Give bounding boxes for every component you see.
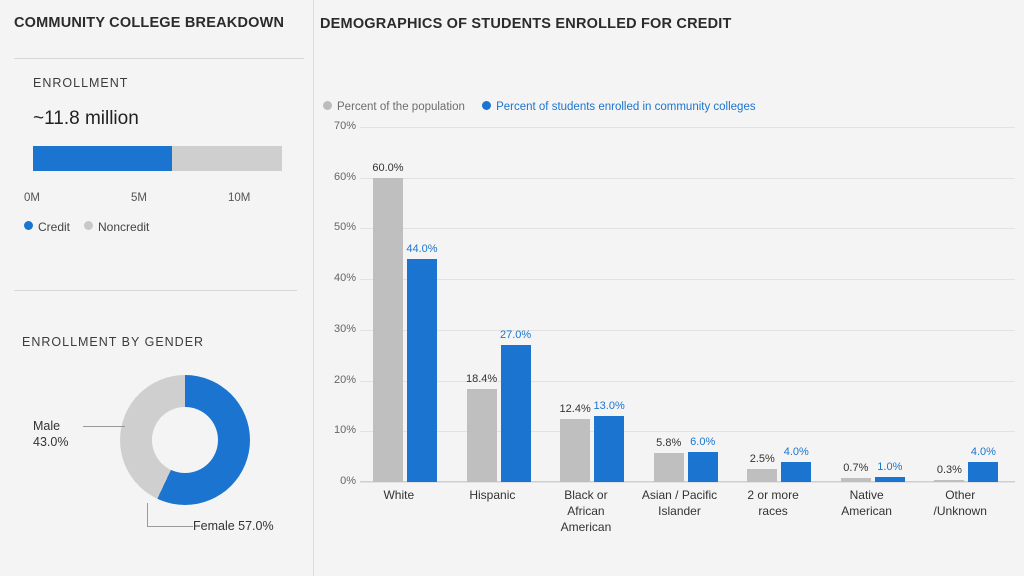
male-callout xyxy=(33,418,68,450)
y-axis-tick-label: 50% xyxy=(333,221,356,234)
bar-population[interactable] xyxy=(841,478,871,482)
x-axis-category-line: Hispanic xyxy=(469,488,516,502)
legend-label-community-colleges: Percent of students enrolled in community colleges xyxy=(496,101,756,113)
legend-label-credit: Credit xyxy=(38,219,71,234)
demographics-bar-chart xyxy=(333,120,1015,534)
gender-donut-hole xyxy=(152,407,218,473)
x-axis-category-line: Islander xyxy=(658,504,701,518)
bar-group xyxy=(828,127,922,518)
x-axis-category-line: African xyxy=(567,504,605,518)
bar-community-colleges[interactable] xyxy=(688,452,718,482)
bar-population[interactable] xyxy=(373,178,403,482)
bar-value-label: 5.8% xyxy=(656,436,682,449)
bar-community-colleges[interactable] xyxy=(875,477,905,482)
bar-population[interactable] xyxy=(467,389,497,482)
female-callout: Female 57.0% xyxy=(193,519,274,533)
y-axis-tick-label: 20% xyxy=(333,373,356,386)
divider-top xyxy=(14,58,304,59)
bar-value-label: 4.0% xyxy=(970,445,996,458)
bar-community-colleges[interactable] xyxy=(594,416,624,482)
bar-value-label: 12.4% xyxy=(559,403,591,416)
x-axis-category-line: 2 or more xyxy=(747,488,799,502)
bar-value-label: 60.0% xyxy=(372,161,404,174)
bar-group xyxy=(360,127,454,502)
divider-middle xyxy=(14,290,297,291)
male-label: Male xyxy=(33,419,61,433)
enrollment-bar-credit xyxy=(33,146,172,171)
bar-population[interactable] xyxy=(934,480,964,482)
legend-label-population: Percent of the population xyxy=(337,101,465,113)
bar-group xyxy=(547,127,641,534)
left-panel xyxy=(0,0,313,576)
x-axis-category-line: American xyxy=(560,520,612,534)
bar-value-label: 27.0% xyxy=(499,329,532,342)
bar-community-colleges[interactable] xyxy=(781,462,811,482)
bar-population[interactable] xyxy=(654,453,684,482)
gridline xyxy=(360,482,1015,483)
y-axis-tick-label: 30% xyxy=(333,322,356,335)
enrollment-total-value: ~11.8 million xyxy=(33,108,139,129)
bar-value-label: 0.7% xyxy=(843,462,869,475)
legend-label-noncredit: Noncredit xyxy=(98,219,150,234)
vertical-divider xyxy=(313,0,314,576)
x-axis-category-label xyxy=(905,487,1015,519)
bar-community-colleges[interactable] xyxy=(968,462,998,482)
bar-community-colleges[interactable] xyxy=(501,345,531,482)
enrollment-axis-tick-0: 0M xyxy=(24,192,40,204)
x-axis-category-line: Black or xyxy=(564,488,608,502)
bar-value-label: 0.3% xyxy=(936,464,962,477)
demographics-legend xyxy=(323,101,770,113)
x-axis-category-line: American xyxy=(841,504,892,518)
bar-value-label: 2.5% xyxy=(749,453,775,466)
enrollment-axis-tick-1: 5M xyxy=(131,192,147,204)
gender-section-title: ENROLLMENT BY GENDER xyxy=(22,335,205,349)
bar-value-label: 13.0% xyxy=(593,400,625,413)
enrollment-section-title: ENROLLMENT xyxy=(33,76,129,90)
enrollment-axis-tick-2: 10M xyxy=(228,192,251,204)
legend-swatch-community-colleges-icon xyxy=(482,101,491,110)
y-axis-tick-label: 10% xyxy=(333,424,356,437)
bar-value-label: 18.4% xyxy=(465,372,498,385)
bar-value-label: 6.0% xyxy=(690,435,716,448)
legend-item-community-colleges xyxy=(482,101,756,113)
x-axis-category-line: Other xyxy=(945,488,976,502)
y-axis-tick-label: 40% xyxy=(333,272,356,285)
x-axis-category-line: /Unknown xyxy=(933,504,987,518)
bar-group xyxy=(734,127,828,518)
left-panel-title: COMMUNITY COLLEGE BREAKDOWN xyxy=(14,15,285,31)
bar-population[interactable] xyxy=(747,469,777,482)
y-axis-tick-label: 70% xyxy=(333,120,356,132)
gender-donut-chart xyxy=(120,375,250,505)
legend-item-population xyxy=(323,101,465,113)
x-axis-category-line: White xyxy=(383,488,415,502)
bar-group xyxy=(454,127,548,502)
bar-community-colleges[interactable] xyxy=(407,259,437,482)
enrollment-legend xyxy=(24,219,163,234)
x-axis-category-line: races xyxy=(758,504,788,518)
bar-group xyxy=(641,127,735,518)
bar-value-label: 1.0% xyxy=(877,460,903,473)
y-axis-tick-label: 60% xyxy=(333,170,356,183)
y-axis-tick-label: 0% xyxy=(340,475,356,487)
bar-value-label: 4.0% xyxy=(783,445,809,458)
male-leader-line xyxy=(83,426,125,427)
legend-swatch-population-icon xyxy=(323,101,332,110)
male-value: 43.0% xyxy=(33,435,69,449)
bar-value-label: 44.0% xyxy=(406,242,438,255)
female-leader-line-v xyxy=(147,503,148,527)
x-axis-category-line: Native xyxy=(849,488,884,502)
legend-swatch-credit-icon xyxy=(24,221,33,230)
right-panel-title: DEMOGRAPHICS OF STUDENTS ENROLLED FOR CREDIT xyxy=(320,16,732,32)
female-leader-line-h xyxy=(147,526,193,527)
x-axis-category-line: Asian / Pacific xyxy=(641,488,718,502)
bar-population[interactable] xyxy=(560,419,590,482)
bar-group xyxy=(921,127,1015,518)
enrollment-bar-track xyxy=(33,146,282,171)
legend-swatch-noncredit-icon xyxy=(84,221,93,230)
